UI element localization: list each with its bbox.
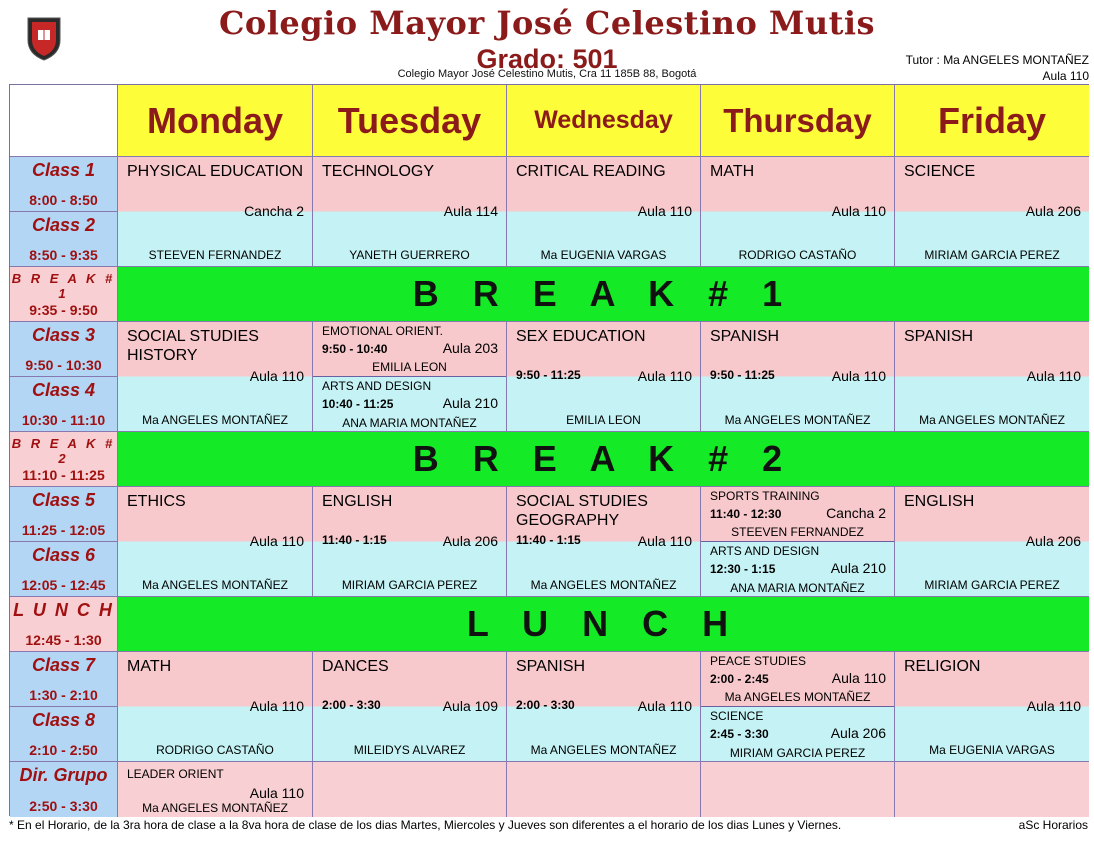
period-time: 8:00 - 8:50 [29, 192, 98, 208]
period-time: 8:50 - 9:35 [29, 247, 98, 263]
period-name: Dir. Grupo [19, 765, 108, 785]
day-header-wednesday: Wednesday [507, 85, 701, 157]
lesson-subject: ENGLISH [322, 493, 393, 510]
lesson-time: 2:00 - 3:30 [322, 698, 381, 712]
lesson-monday-block3 [118, 487, 313, 597]
lesson-teacher: MILEIDYS ALVAREZ [353, 743, 466, 757]
period-dir-grupo [10, 762, 118, 817]
lesson-thursday-leader-empty [701, 762, 895, 817]
period-name: B R E A K # 1 [11, 271, 116, 301]
lesson-subject: ENGLISH [904, 493, 975, 510]
day-header-monday: Monday [118, 85, 313, 157]
lesson-teacher: STEEVEN FERNANDEZ [148, 248, 282, 262]
lesson-subject: RELIGION [904, 658, 981, 675]
period-break-2 [10, 432, 118, 487]
period-name: Class 2 [31, 215, 96, 235]
lesson-room: Aula 110 [637, 533, 692, 549]
lesson-time: 2:45 - 3:30 [710, 727, 769, 741]
lesson-subject: MATH [710, 163, 755, 180]
lesson-teacher: EMILIA LEON [566, 413, 641, 427]
lesson-teacher: Ma EUGENIA VARGAS [540, 248, 667, 262]
lesson-time: 11:40 - 12:30 [710, 507, 782, 521]
lesson-teacher: RODRIGO CASTAÑO [156, 743, 274, 757]
lesson-thursday-block1 [701, 157, 895, 267]
lesson-split-top [313, 322, 506, 377]
lesson-friday-leader-empty [895, 762, 1089, 817]
lesson-subject: SOCIAL STUDIES GEOGRAPHY [516, 493, 648, 529]
lesson-friday-block3 [895, 487, 1089, 597]
lesson-room: Aula 206 [1025, 533, 1081, 549]
period-class-6 [10, 542, 118, 597]
lesson-split-top [701, 487, 894, 542]
school-title: Colegio Mayor José Celestino Mutis [218, 4, 876, 42]
period-time: 11:10 - 11:25 [22, 467, 105, 483]
lesson-room: Cancha 2 [244, 203, 304, 219]
period-class-3 [10, 322, 118, 377]
lesson-time: 9:50 - 10:40 [322, 342, 388, 356]
lesson-room: Aula 110 [831, 670, 886, 686]
lesson-friday-block2 [895, 322, 1089, 432]
period-class-8 [10, 707, 118, 762]
lesson-thursday-block4 [701, 652, 895, 762]
lesson-teacher: Ma ANGELES MONTAÑEZ [724, 413, 871, 427]
lesson-time: 10:40 - 11:25 [322, 397, 394, 411]
lesson-monday-leader [118, 762, 313, 817]
lesson-time: 2:00 - 3:30 [516, 698, 575, 712]
lesson-friday-block1 [895, 157, 1089, 267]
period-class-5 [10, 487, 118, 542]
period-name: Class 6 [31, 545, 96, 565]
period-name: Class 4 [31, 380, 96, 400]
timetable-grid [9, 84, 1089, 816]
lesson-wednesday-block4 [507, 652, 701, 762]
lesson-room: Aula 110 [831, 203, 886, 219]
lesson-split-bottom [701, 542, 894, 597]
lesson-room: Aula 110 [249, 533, 304, 549]
lesson-room: Aula 109 [442, 698, 498, 714]
lesson-subject: PEACE STUDIES [710, 654, 807, 668]
lesson-time: 9:50 - 11:25 [710, 368, 775, 382]
lesson-subject: SEX EDUCATION [516, 328, 646, 345]
period-name: L U N C H [13, 600, 114, 620]
lesson-split-top [701, 652, 894, 707]
lesson-teacher: MIRIAM GARCIA PEREZ [924, 248, 1060, 262]
lesson-time: 12:30 - 1:15 [710, 562, 776, 576]
lesson-teacher: Ma ANGELES MONTAÑEZ [142, 801, 288, 815]
period-name: Class 1 [31, 160, 96, 180]
lesson-room: Aula 206 [830, 725, 886, 741]
period-time: 2:50 - 3:30 [29, 798, 98, 814]
day-header-thursday: Thursday [701, 85, 895, 157]
software-credit: aSc Horarios [1018, 818, 1088, 832]
lesson-subject: PHYSICAL EDUCATION [127, 163, 304, 180]
lesson-teacher: Ma ANGELES MONTAÑEZ [142, 578, 288, 592]
lesson-subject: SPANISH [710, 328, 780, 345]
period-time: 9:35 - 9:50 [29, 302, 98, 318]
lesson-teacher: MIRIAM GARCIA PEREZ [341, 578, 478, 592]
lesson-room: Aula 114 [443, 203, 498, 219]
lesson-teacher: Ma ANGELES MONTAÑEZ [724, 690, 871, 704]
lesson-teacher: Ma EUGENIA VARGAS [929, 743, 1055, 757]
lesson-subject: ARTS AND DESIGN [710, 544, 820, 558]
lesson-thursday-block3 [701, 487, 895, 597]
break-2-banner: B R E A K # 2 [118, 432, 1089, 487]
period-time: 10:30 - 11:10 [21, 412, 106, 428]
schedule-footnote: * En el Horario, de la 3ra hora de clase a la 8va hora de clase de los dias Martes, Miercoles y Jueves son diferentes a el horario de los dias Lunes y Viernes. [9, 818, 842, 832]
lesson-split-bottom [701, 707, 894, 762]
lesson-room: Aula 110 [1026, 368, 1081, 384]
period-class-1 [10, 157, 118, 212]
period-class-2 [10, 212, 118, 267]
lesson-monday-block1 [118, 157, 313, 267]
lesson-subject: EMOTIONAL ORIENT. [322, 324, 443, 338]
lesson-time: 11:40 - 1:15 [516, 533, 581, 547]
lesson-wednesday-leader-empty [507, 762, 701, 817]
lesson-wednesday-block1 [507, 157, 701, 267]
grid-corner [10, 85, 118, 157]
lesson-tuesday-leader-empty [313, 762, 507, 817]
lesson-room: Aula 206 [442, 533, 498, 549]
lesson-friday-block4 [895, 652, 1089, 762]
lesson-room: Aula 110 [249, 785, 304, 801]
lesson-room: Aula 110 [249, 368, 304, 384]
lesson-subject: MATH [127, 658, 172, 675]
lesson-teacher: EMILIA LEON [372, 360, 447, 374]
period-class-4 [10, 377, 118, 432]
lesson-wednesday-block2 [507, 322, 701, 432]
period-name: B R E A K # 2 [11, 436, 116, 466]
lesson-room: Aula 110 [831, 368, 886, 384]
lesson-subject: SCIENCE [904, 163, 976, 180]
lesson-subject: ETHICS [127, 493, 186, 510]
lesson-teacher: ANA MARIA MONTAÑEZ [342, 416, 477, 430]
lesson-subject: ARTS AND DESIGN [322, 379, 432, 393]
lesson-subject: CRITICAL READING [516, 163, 666, 180]
lesson-subject: SOCIAL STUDIES HISTORY [127, 328, 259, 364]
lesson-teacher: Ma ANGELES MONTAÑEZ [530, 743, 677, 757]
lesson-time: 11:40 - 1:15 [322, 533, 387, 547]
lesson-subject: LEADER ORIENT [127, 767, 224, 781]
lesson-split-bottom [313, 377, 506, 432]
lesson-teacher: Ma ANGELES MONTAÑEZ [530, 578, 677, 592]
homeroom-label: Aula 110 [1042, 69, 1089, 83]
lesson-teacher: MIRIAM GARCIA PEREZ [729, 746, 866, 760]
day-header-friday: Friday [895, 85, 1089, 157]
period-lunch [10, 597, 118, 652]
lesson-room: Cancha 2 [826, 505, 886, 521]
lesson-wednesday-block3 [507, 487, 701, 597]
tutor-label: Tutor : Ma ANGELES MONTAÑEZ [905, 53, 1089, 67]
period-time: 9:50 - 10:30 [25, 357, 102, 373]
lesson-room: Aula 203 [442, 340, 498, 356]
day-header-tuesday: Tuesday [313, 85, 507, 157]
lesson-teacher: STEEVEN FERNANDEZ [731, 525, 864, 539]
period-name: Class 3 [31, 325, 96, 345]
period-time: 2:10 - 2:50 [29, 742, 98, 758]
lesson-thursday-block2 [701, 322, 895, 432]
lesson-tuesday-block2 [313, 322, 507, 432]
lesson-subject: TECHNOLOGY [322, 163, 435, 180]
lesson-monday-block4 [118, 652, 313, 762]
period-time: 1:30 - 2:10 [29, 687, 98, 703]
period-time: 12:05 - 12:45 [21, 577, 106, 593]
lesson-room: Aula 110 [1026, 698, 1081, 714]
grade-label: Grado: 501 [476, 44, 618, 74]
period-class-7 [10, 652, 118, 707]
lesson-teacher: ANA MARIA MONTAÑEZ [730, 581, 865, 595]
lesson-subject: DANCES [322, 658, 389, 675]
lesson-tuesday-block3 [313, 487, 507, 597]
lesson-time: 9:50 - 11:25 [516, 368, 581, 382]
lesson-subject: SPORTS TRAINING [710, 489, 820, 503]
lesson-teacher: Ma ANGELES MONTAÑEZ [142, 413, 288, 427]
period-break-1 [10, 267, 118, 322]
lesson-room: Aula 110 [637, 203, 692, 219]
lesson-teacher: MIRIAM GARCIA PEREZ [924, 578, 1060, 592]
lesson-subject: SPANISH [904, 328, 974, 345]
lesson-teacher: RODRIGO CASTAÑO [738, 248, 857, 262]
period-time: 12:45 - 1:30 [25, 632, 102, 648]
lesson-room: Aula 206 [1025, 203, 1081, 219]
lesson-room: Aula 110 [637, 698, 692, 714]
lesson-teacher: Ma ANGELES MONTAÑEZ [919, 413, 1065, 427]
lesson-room: Aula 210 [442, 395, 498, 411]
lesson-time: 2:00 - 2:45 [710, 672, 769, 686]
lesson-tuesday-block4 [313, 652, 507, 762]
lunch-banner: L U N C H [118, 597, 1089, 652]
break-1-banner: B R E A K # 1 [118, 267, 1089, 322]
period-name: Class 5 [31, 490, 96, 510]
lesson-room: Aula 210 [830, 560, 886, 576]
school-address: Colegio Mayor José Celestino Mutis, Cra 11 185B 88, Bogotá [397, 68, 697, 80]
lesson-teacher: YANETH GUERRERO [349, 248, 470, 262]
lesson-subject: SCIENCE [710, 709, 764, 723]
period-name: Class 8 [31, 710, 96, 730]
period-name: Class 7 [31, 655, 96, 675]
lesson-room: Aula 110 [249, 698, 304, 714]
lesson-subject: SPANISH [516, 658, 586, 675]
lesson-tuesday-block1 [313, 157, 507, 267]
period-time: 11:25 - 12:05 [21, 522, 106, 538]
lesson-room: Aula 110 [637, 368, 692, 384]
lesson-monday-block2 [118, 322, 313, 432]
